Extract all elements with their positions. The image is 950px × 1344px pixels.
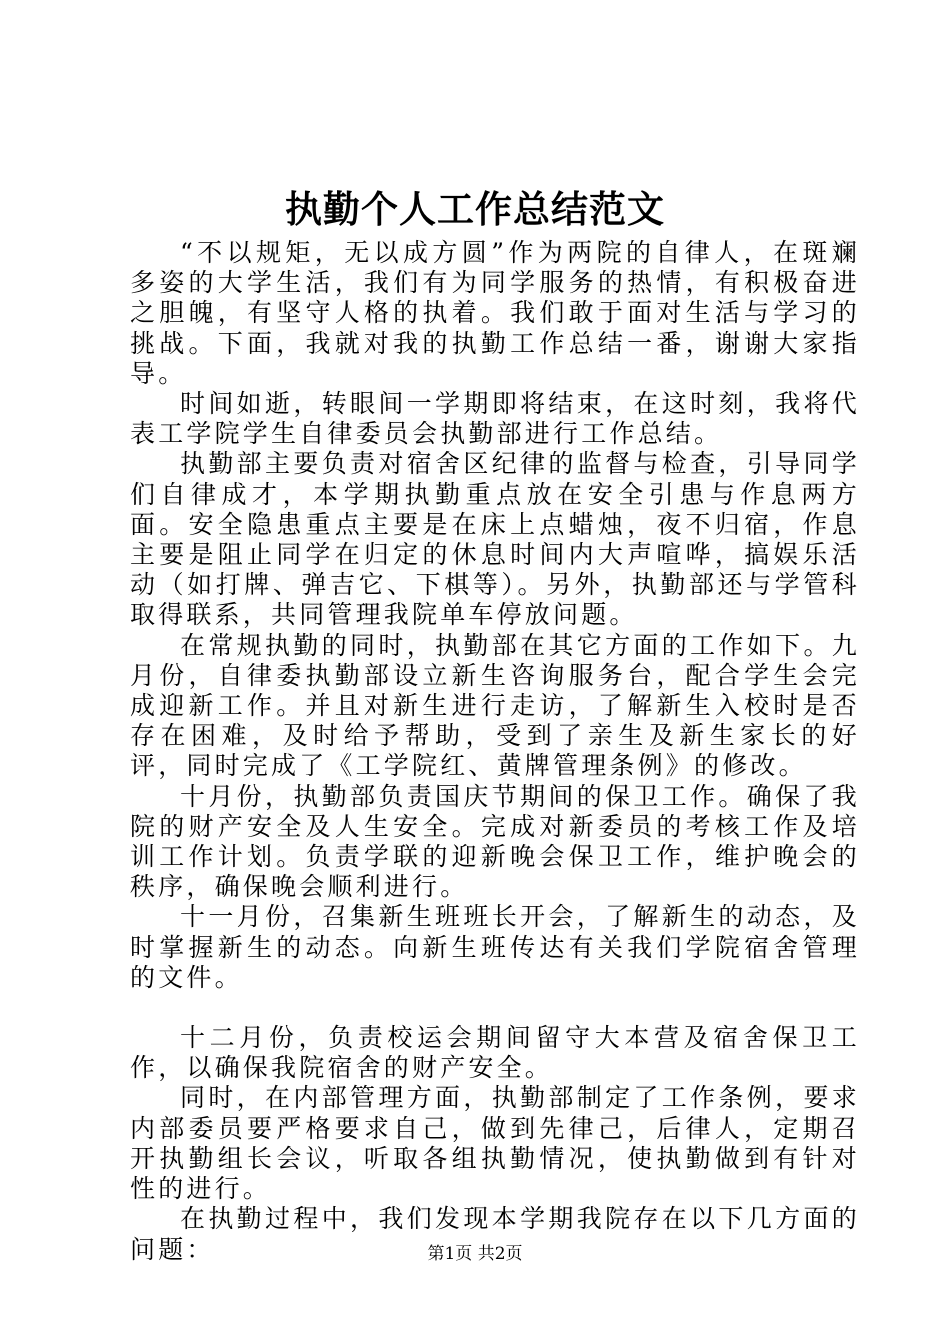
document-title: 执勤个人工作总结范文 <box>285 187 665 231</box>
paragraph-october: 十月份，执勤部负责国庆节期间的保卫工作。确保了我院的财产安全及人生安全。完成对新委员的考核工作及培训工作计划。负责学联的迎新晚会保卫工作，维护晚会的秩序，确保晚会顺利进行。 <box>130 781 860 902</box>
paragraph-intro: “不以规矩，无以成方圆”作为两院的自律人，在斑斓多姿的大学生活，我们有为同学服务的热情，有积极奋进之胆魄，有坚守人格的执着。我们敢于面对生活与学习的挑战。下面，我就对我的执勤工作总结一番，谢谢大家指导。 <box>130 238 860 388</box>
page-number-footer: 第1页 共2页 <box>427 1244 523 1264</box>
paragraph-time: 时间如逝，转眼间一学期即将结束，在这时刻，我将代表工学院学生自律委员会执勤部进行工作总结。 <box>130 389 860 449</box>
paragraph-november: 十一月份，召集新生班班长开会，了解新生的动态，及时掌握新生的动态。向新生班传达有关我们学院宿舍管理的文件。 <box>130 902 860 992</box>
paragraph-december: 十二月份，负责校运会期间留守大本营及宿舍保卫工作，以确保我院宿舍的财产安全。 <box>130 1023 860 1083</box>
paragraph-duties: 执勤部主要负责对宿舍区纪律的监督与检查，引导同学们自律成才，本学期执勤重点放在安全引患与作息两方面。安全隐患重点主要是在床上点蜡烛，夜不归宿，作息主要是阻止同学在归定的休息时间内大声喧哗，搞娱乐活动（如打牌、弹吉它、下棋等）。另外，执勤部还与学管科取得联系，共同管理我院单车停放问题。 <box>130 449 860 630</box>
paragraph-september: 在常规执勤的同时，执勤部在其它方面的工作如下。九月份，自律委执勤部设立新生咨询服务台，配合学生会完成迎新工作。并且对新生进行走访，了解新生入校时是否存在困难，及时给予帮助，受到了亲生及新生家长的好评，同时完成了《工学院红、黄牌管理条例》的修改。 <box>130 630 860 781</box>
paragraph-problems: 在执勤过程中，我们发现本学期我院存在以下几方面的问题： <box>130 1204 860 1264</box>
document-body <box>130 238 860 1265</box>
paragraph-internal-management: 同时，在内部管理方面，执勤部制定了工作条例，要求内部委员要严格要求自己，做到先律己，后律人，定期召开执勤组长会议，听取各组执勤情况，使执勤做到有针对性的进行。 <box>130 1083 860 1204</box>
